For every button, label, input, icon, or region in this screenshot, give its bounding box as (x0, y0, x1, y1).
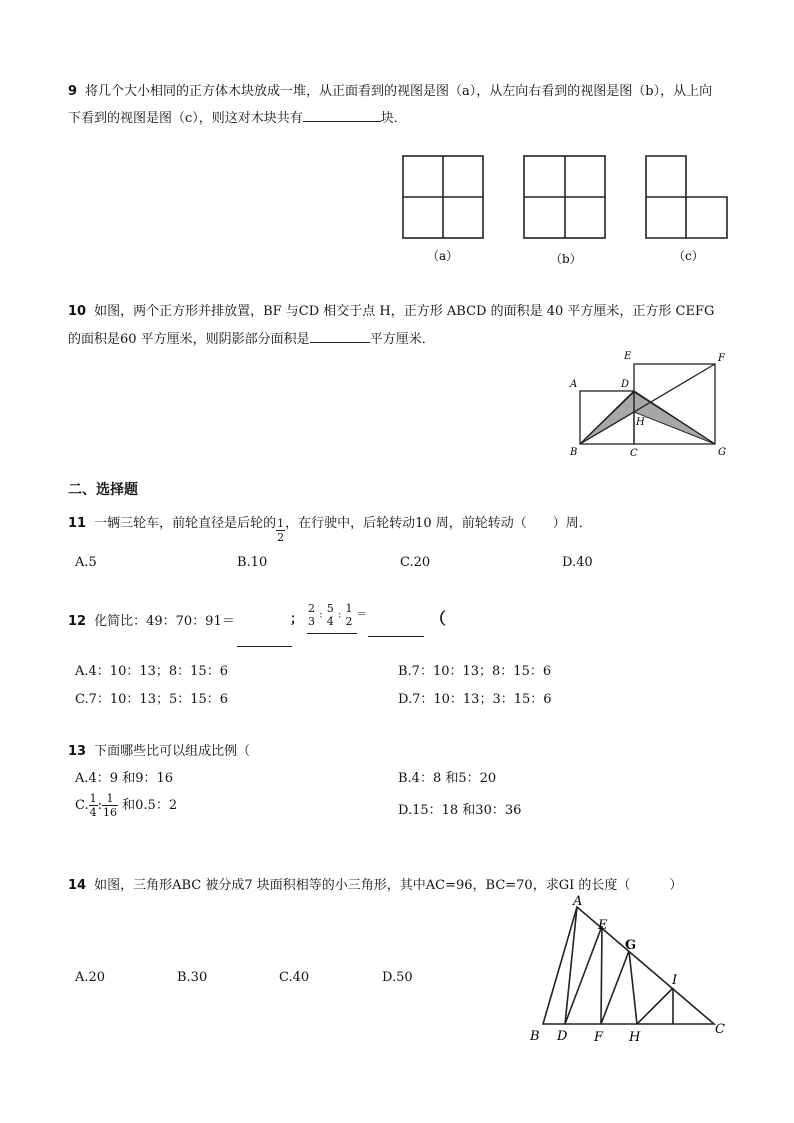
q9-line2 (68, 107, 407, 126)
point-b: B (530, 1029, 540, 1044)
line-fg (601, 951, 629, 1024)
q9-number: 9 (68, 84, 78, 99)
q12-blank-2[interactable] (368, 624, 424, 637)
q12-ratio-fractions: 2 3 : 5 4 : 1 2 ＝ (308, 602, 367, 628)
q13-frac-1: $\frac{1}{4}$ (89, 792, 97, 819)
point-e: E (624, 351, 632, 362)
point-g: G (718, 447, 726, 458)
line-dg (634, 391, 715, 444)
line-hi (637, 988, 673, 1024)
q12-frac-2: 5 4 (326, 602, 334, 628)
q12-paren: （ (430, 609, 447, 628)
q10-text-2b: 平方厘米． (369, 332, 435, 347)
point-e: E (598, 918, 608, 933)
q10-line2 (68, 328, 435, 347)
point-d: D (557, 1029, 568, 1044)
q10-number: 10 (68, 304, 87, 319)
q9-views-figure (395, 150, 735, 275)
q10-line1 (68, 300, 714, 319)
q9-line1 (68, 80, 712, 99)
view-a-label: （a） (427, 249, 459, 263)
q11-number: 11 (68, 516, 87, 531)
q12-option-d[interactable]: D.7：10：13；3：15：6 (398, 692, 552, 707)
q14-option-c[interactable]: C.40 (279, 970, 310, 985)
line-ef (601, 926, 602, 1024)
q11-line (68, 512, 592, 544)
point-b: B (570, 447, 578, 458)
q10-text-2a: 的面积是60 平方厘米，则阴影部分面积是 (68, 332, 310, 347)
q13-option-d[interactable]: D.15：18 和30：36 (398, 803, 522, 818)
q13-frac-2: $\frac{1}{16}$ (103, 792, 118, 819)
q11-option-a[interactable]: A.5 (75, 555, 97, 570)
q12-equals: ＝ (356, 609, 367, 621)
q12-option-c[interactable]: C.7：10：13；5：15：6 (75, 692, 229, 707)
q14-option-a[interactable]: A.20 (75, 970, 106, 985)
q9-text-2a: 下看到的视图是图（c），则这对木块共有 (68, 111, 303, 126)
point-f: F (718, 353, 725, 364)
section-title: 二、选择题 (68, 482, 138, 498)
point-f: F (594, 1030, 604, 1045)
q14-option-d[interactable]: D.50 (382, 970, 413, 985)
q13-number: 13 (68, 744, 87, 759)
q13-option-b[interactable]: B.4：8 和5：20 (398, 771, 497, 786)
q13-option-a[interactable]: A.4：9 和9：16 (75, 771, 174, 786)
q10-answer-blank[interactable] (310, 330, 370, 343)
q12-blank-1[interactable] (237, 634, 292, 647)
q11-text-a: 一辆三轮车，前轮直径是后轮的 (94, 516, 277, 531)
q11-option-c[interactable]: C.20 (400, 555, 431, 570)
point-i: I (672, 973, 678, 988)
q9-text-1: 将几个大小相同的正方体木块放成一堆，从正面看到的视图是图（a），从左向右看到的视图是图（b），从上向 (85, 84, 713, 99)
point-d: D (621, 379, 630, 390)
q12-frac-3: 1 2 (345, 602, 353, 628)
view-b-label: （b） (550, 252, 582, 266)
line-gh (629, 951, 637, 1024)
q12-frac-1: 2 3 (308, 602, 315, 628)
point-c: C (715, 1022, 725, 1037)
q14-line (68, 874, 682, 893)
q10-squares-figure (560, 345, 740, 465)
q12-option-b[interactable]: B.7：10：13；8：15：6 (398, 664, 552, 679)
q12-number: 12 (68, 614, 87, 629)
q13-line (68, 740, 250, 759)
q14-triangle-figure (525, 893, 740, 1048)
point-h: H (636, 417, 645, 428)
q9-answer-blank[interactable] (303, 109, 381, 122)
q12-option-a[interactable]: A.4：10：13；8：15：6 (75, 664, 228, 679)
q11-option-d[interactable]: D.40 (562, 555, 593, 570)
q13-option-c[interactable]: C. $\frac{1}{4}$ : $\frac{1}{16}$ 和0.5：2 (75, 792, 178, 819)
q14-option-b[interactable]: B.30 (177, 970, 208, 985)
q13-text: 下面哪些比可以组成比例（ (94, 744, 251, 759)
q11-option-b[interactable]: B.10 (237, 555, 268, 570)
q12-separator: ； (290, 612, 304, 627)
q11-text-b: ，在行驶中，后轮转动10 周，前轮转动（ ）周． (285, 516, 592, 531)
point-a: A (570, 379, 578, 390)
point-g: G (625, 938, 637, 953)
q10-text-1: 如图，两个正方形并排放置，BF 与CD 相交于点 H，正方形 ABCD 的面积是 40 平方厘米，正方形 CEFG (94, 304, 715, 319)
q11-fraction: $\frac{1}{2}$ (277, 517, 285, 544)
q12-line (68, 610, 235, 629)
q14-number: 14 (68, 878, 87, 893)
point-h: H (629, 1030, 641, 1045)
q9-text-2b: 块． (380, 111, 407, 126)
q12-text: 化简比：49：70：91＝ (94, 614, 235, 629)
triangle-abc (543, 907, 714, 1024)
q12-frac-line (307, 633, 357, 634)
q14-text: 如图，三角形ABC 被分成7 块面积相等的小三角形，其中AC=96，BC=70，求GI 的长度（ ） (94, 878, 683, 893)
point-a: A (573, 894, 583, 909)
view-c-label: （c） (673, 249, 704, 263)
point-c: C (630, 448, 638, 459)
